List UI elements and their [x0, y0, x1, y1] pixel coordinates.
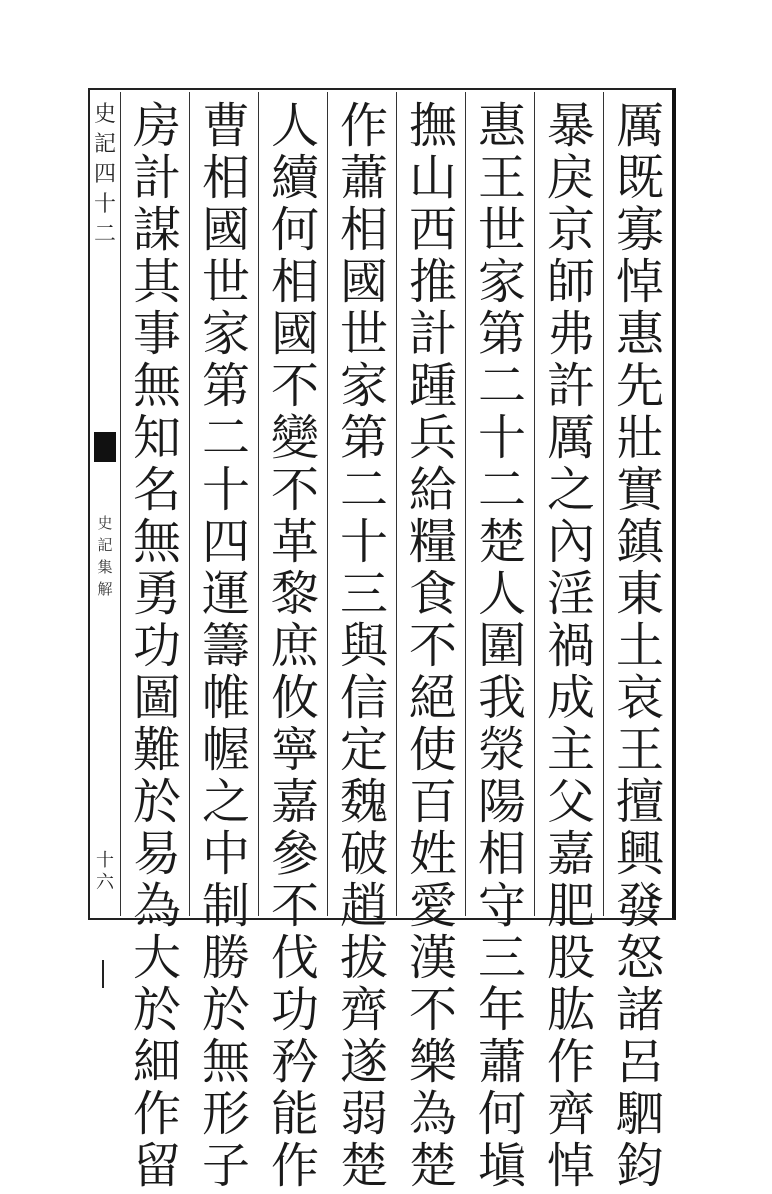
column-rule — [603, 92, 604, 916]
margin-page-number: 十六 — [96, 850, 114, 893]
margin-tick — [102, 960, 104, 988]
text-column-2: 暴戾京師弗許厲之內淫禍成主父嘉肥股肱作齊悼 — [546, 98, 595, 1194]
text-column-8: 房計謀其事無知名無勇功圖難於易為大於細作留 — [132, 98, 181, 1194]
text-column-3: 惠王世家第二十二楚人圍我滎陽相守三年蕭何塡 — [477, 98, 526, 1194]
column-rule — [534, 92, 535, 916]
column-rule — [189, 92, 190, 916]
margin-book-title: 史記集解 — [97, 514, 113, 598]
column-rule — [327, 92, 328, 916]
text-column-4: 撫山西推計踵兵給糧食不絕使百姓愛漢不樂為楚 — [408, 98, 457, 1194]
column-rule — [120, 92, 121, 916]
text-column-1: 厲既寡悼惠先壯實鎮東土哀王擅興發怒諸呂駟鈞 — [615, 98, 664, 1194]
text-column-6: 人續何相國不變不革黎庶攸寧嘉參不伐功矜能作 — [270, 98, 319, 1194]
column-rule — [465, 92, 466, 916]
margin-gutter — [92, 92, 118, 916]
text-column-7: 曹相國世家第二十四運籌帷幄之中制勝於無形子 — [201, 98, 250, 1194]
margin-title: 史記四十二 — [93, 102, 116, 247]
column-rule — [258, 92, 259, 916]
column-rule — [396, 92, 397, 916]
fish-tail-mark — [94, 432, 116, 462]
text-column-5: 作蕭相國世家第二十三與信定魏破趙拔齊遂弱楚 — [339, 98, 388, 1194]
